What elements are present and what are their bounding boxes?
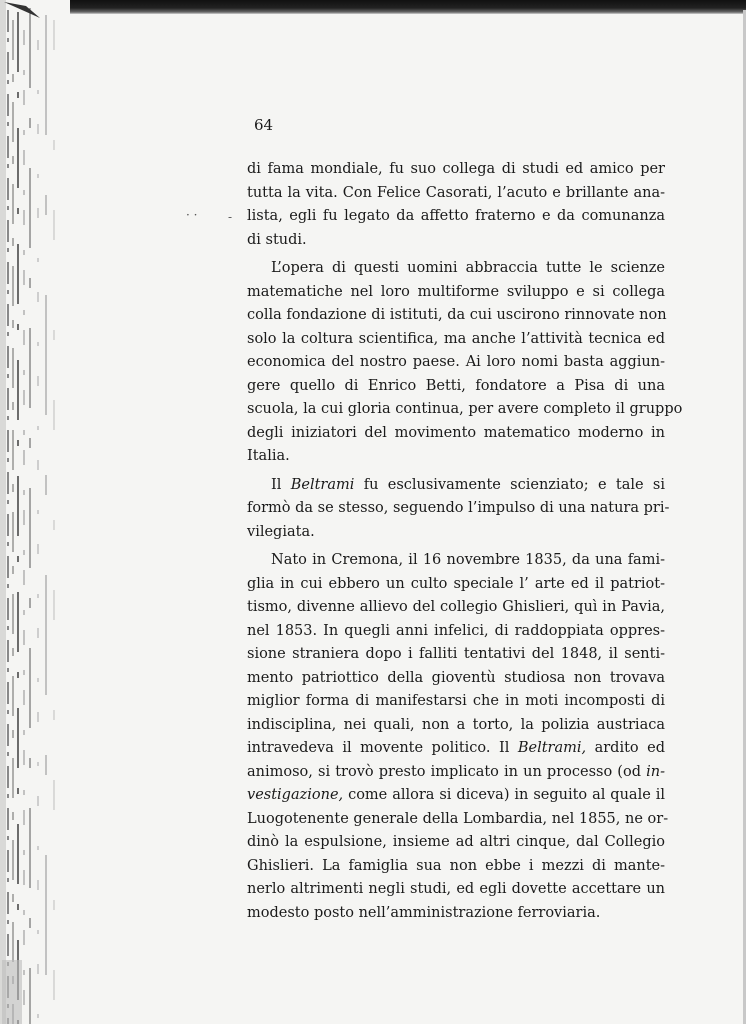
text-segment: degli iniziatori del movimento matematico moderno in (247, 424, 665, 441)
text-segment: Il (271, 476, 291, 493)
page-top-edge (0, 0, 746, 14)
text-segment: Luogotenente generale della Lombardia, nel 1855, ne or- (247, 810, 669, 827)
text-line (247, 521, 665, 545)
text-segment: nerlo altrimenti negli studi, ed egli dovette accettare un (247, 881, 665, 897)
text-line (247, 445, 665, 469)
text-line (247, 831, 665, 855)
text-line (247, 667, 665, 691)
italic-term: Beltrami (290, 476, 355, 493)
text-line (247, 229, 665, 253)
text-line (247, 714, 665, 738)
stray-scan-dots: · · (186, 208, 198, 222)
text-segment: intravedeva il movente politico. Il (247, 740, 518, 756)
text-line (247, 375, 665, 399)
text-segment: nel 1853. In quegli anni infelici, di raddoppiata oppres- (247, 622, 665, 639)
text-line (247, 878, 665, 902)
text-segment: sione straniera dopo i falliti tentativi del 1848, il senti- (247, 646, 665, 662)
text-segment: Nato in Cremona, il 16 novembre 1835, da una fami- (271, 552, 665, 568)
text-segment: glia in cui ebbero un culto speciale l’ arte ed il patriot- (247, 575, 665, 592)
text-line (247, 855, 665, 879)
book-binding-edge (0, 0, 70, 1024)
text-segment: animoso, si trovò presto implicato in un processo (od (247, 763, 647, 780)
text-line (247, 497, 670, 521)
text-line (247, 328, 665, 352)
text-segment: indisciplina, nei quali, non a torto, la polizia austriaca (247, 716, 665, 733)
text-segment: di fama mondiale, fu suo collega di studi ed amico per (247, 161, 665, 177)
text-line (247, 596, 665, 620)
paragraph (247, 158, 665, 252)
text-line (247, 205, 665, 229)
text-line (247, 351, 665, 375)
text-segment: ardito ed (586, 740, 665, 756)
italic-term: vestigazione, (247, 787, 344, 803)
text-line (247, 422, 665, 446)
text-line (247, 398, 683, 422)
text-line (247, 549, 665, 573)
text-segment: solo la coltura scientifica, ma anche l’attività tecnica ed (247, 330, 665, 347)
text-line (247, 281, 665, 305)
text-segment: scuola, la cui gloria continua, per avere completo il gruppo (247, 401, 683, 417)
stray-scan-dash: - (228, 210, 233, 224)
body-text (247, 158, 683, 925)
text-segment: gere quello di Enrico Betti, fondatore a Pisa di una (247, 377, 665, 394)
text-segment: lista, egli fu legato da affetto fraterno e da comunanza (247, 208, 665, 224)
text-segment: modesto posto nell’amministrazione ferroviaria. (247, 904, 601, 921)
page-number: 64 (254, 116, 274, 134)
text-segment: come allora si diceva) in seguito al quale il (343, 787, 665, 803)
text-segment: L’opera di questi uomini abbraccia tutte le scienze (271, 260, 665, 276)
text-segment: colla fondazione di istituti, da cui uscirono rinnovate non (247, 307, 667, 323)
text-segment: di studi. (247, 231, 307, 248)
text-line (247, 257, 665, 281)
text-line (247, 808, 669, 832)
text-line (247, 902, 665, 926)
text-line (247, 690, 665, 714)
text-line (247, 784, 665, 808)
text-segment: mento patriottico della gioventù studiosa non trovava (247, 669, 665, 686)
text-line (247, 474, 665, 498)
text-segment: fu esclusivamente scienziato; e tale si (354, 476, 665, 493)
text-segment: vilegiata. (247, 523, 315, 540)
text-segment: Italia. (247, 448, 290, 464)
paragraph (247, 257, 683, 469)
text-segment: economica del nostro paese. Ai loro nomi basta aggiun- (247, 354, 665, 370)
text-line (247, 737, 665, 761)
text-segment: miglior forma di manifestarsi che in moti incomposti di (247, 693, 665, 709)
text-line (247, 304, 665, 328)
text-segment: tismo, divenne allievo del collegio Ghislieri, quì in Pavia, (247, 599, 665, 615)
text-line (247, 158, 665, 182)
text-line (247, 761, 665, 785)
paragraph (247, 549, 669, 925)
italic-term: Beltrami, (517, 740, 587, 756)
text-line (247, 573, 665, 597)
text-segment: tutta la vita. Con Felice Casorati, l’acuto e brillante ana- (247, 184, 665, 201)
text-line (247, 643, 665, 667)
italic-term: in- (646, 763, 665, 780)
text-line (247, 182, 665, 206)
text-segment: dinò la espulsione, insieme ad altri cinque, dal Collegio (247, 834, 665, 850)
text-line (247, 620, 665, 644)
paragraph (247, 474, 670, 545)
text-segment: matematiche nel loro multiforme sviluppo e si collega (247, 283, 665, 300)
text-segment: Ghislieri. La famiglia sua non ebbe i mezzi di mante- (247, 857, 665, 874)
text-segment: formò da se stesso, seguendo l’impulso di una natura pri- (247, 500, 670, 516)
